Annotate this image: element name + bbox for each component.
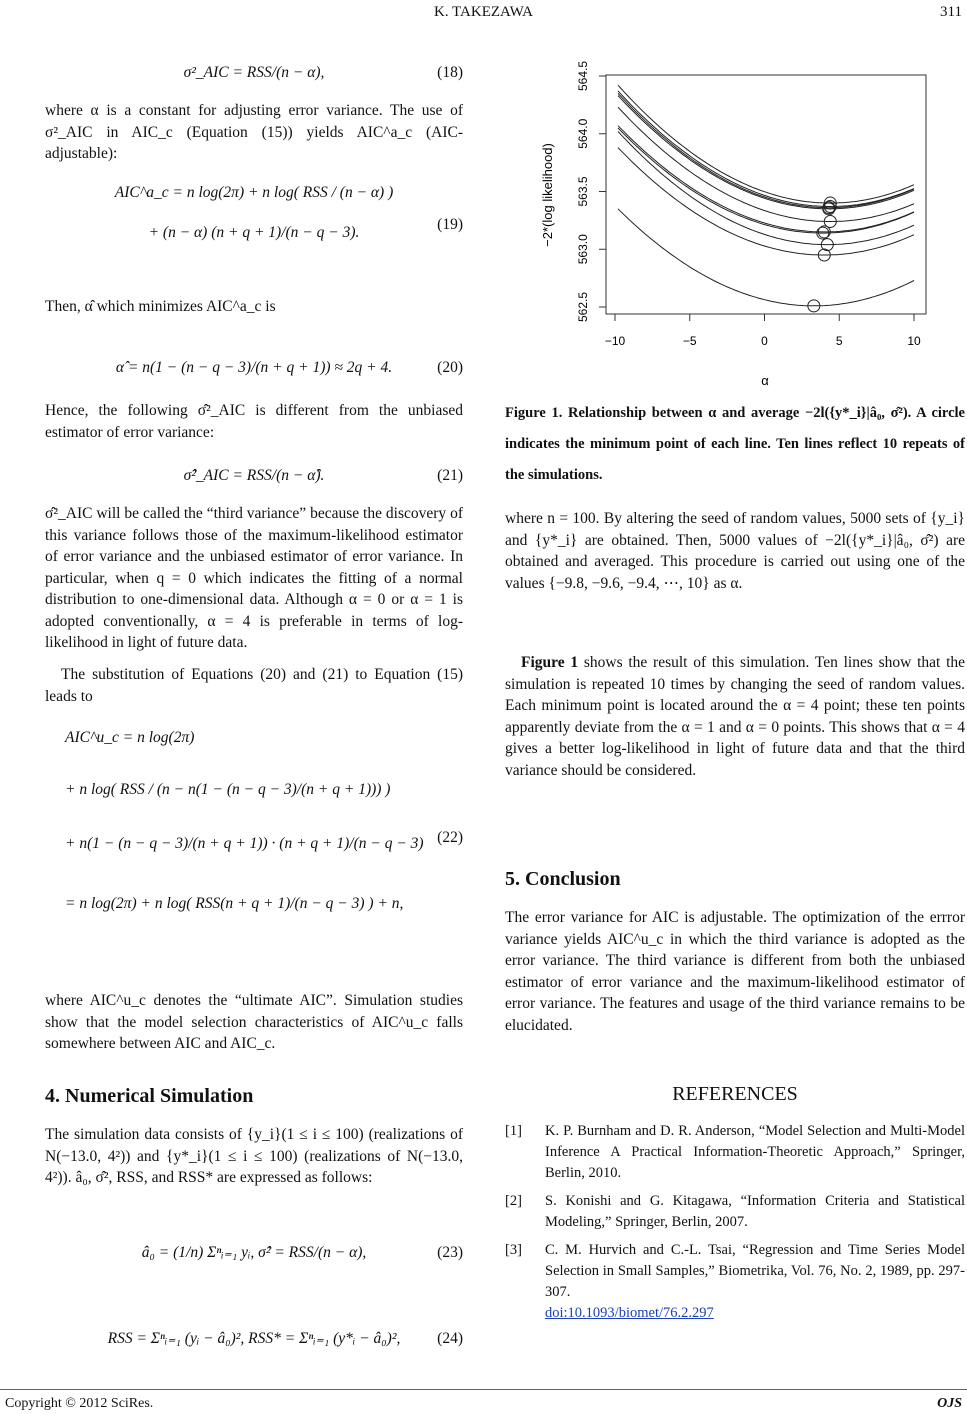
reference-number: [1] [505,1123,522,1139]
equation-line: + n log( RSS / (n − n(1 − (n − q − 3)/(n + q + 1))) ) [65,781,391,798]
equation-18 [45,60,463,86]
equation-body: α̂ = n(1 − (n − q − 3)/(n + q + 1)) ≈ 2q + 4. [115,359,393,376]
reference-text: C. M. Hurvich and C.-L. Tsai, “Regression and Time Series Model Selection in Small Samples,” Biometrika, Vol. 76, No. 2, 1989, pp. 297-307. [545,1242,965,1300]
equation-24 [45,1326,463,1352]
x-tick-label: −5 [682,334,697,348]
x-tick-label: 0 [761,334,768,348]
equation-23 [45,1240,463,1266]
equation-body: â₀ = (1/n) Σⁿᵢ₌₁ yᵢ, σ̂² = RSS/(n − α), [141,1244,367,1261]
equation-line: AIC^a_c = n log(2π) + n log( RSS / (n − α) ) [114,184,394,201]
caption-label: Figure 1. [505,405,563,421]
y-tick-label: 564.5 [576,60,590,92]
x-tick-label: 10 [907,334,921,348]
reference-number: [2] [505,1193,522,1209]
equation-19 [45,180,463,246]
equation-line: + n(1 − (n − q − 3)/(n + q + 1)) · (n + q + 1)/(n − q − 3) [65,835,424,852]
equation-number: (19) [437,216,463,233]
reference-list [505,1121,965,1331]
running-header: K. TAKEZAWA [434,4,533,20]
equation-number: (22) [437,829,463,846]
figure-reference[interactable]: Figure 1 [521,654,579,671]
paragraph-text: shows the result of this simulation. Ten lines show that the simulation is repeated 10 times by changing the seed of random values. Each minimum point is located around the α = 4 point; these ten points apparently deviate from the α = 1 and α = 0 points. This shows that α = 4 gives a better log-likelihood in light of future data and that the third variance should be considered. [505,654,966,779]
page-number: 311 [940,4,962,20]
copyright: Copyright © 2012 SciRes. [5,1396,154,1411]
paragraph: Hence, the following σ̂²_AIC is different from the unbiased estimator of error variance: [45,402,463,441]
equation-number: (18) [437,64,463,81]
y-tick-label: 562.5 [576,291,590,323]
x-tick-label: 5 [835,334,843,348]
equation-line: + (n − α) (n + q + 1)/(n − q − 3). [148,224,360,241]
equation-body: RSS = Σⁿᵢ₌₁ (yᵢ − â₀)², RSS* = Σⁿᵢ₌₁ (y*ᵢ − â₀)², [107,1330,401,1347]
reference-number: [3] [505,1242,522,1258]
series-line-9 [618,148,914,255]
y-axis-label: −2*(log likelihood) [540,143,555,247]
y-tick-label: 563.5 [576,176,590,207]
section-heading: 4. Numerical Simulation [45,1085,254,1107]
x-axis-label: α [761,373,769,388]
figure-caption [505,398,965,491]
equation-number: (24) [437,1330,463,1347]
equation-body: σ²_AIC = RSS/(n − α), [183,64,325,81]
references-heading: REFERENCES [672,1083,798,1105]
equation-number: (23) [437,1244,463,1261]
reference-item [505,1240,965,1324]
reference-text: K. P. Burnham and D. R. Anderson, “Model Selection and Multi-Model Inference A Practical Information-Theoretic Approach,” Springer, Berlin, 2010. [545,1123,965,1181]
paragraph: The substitution of Equations (20) and (21) to Equation (15) leads to [45,666,463,705]
equation-21 [45,463,463,489]
y-tick-label: 563.0 [576,234,590,265]
paragraph: where AIC^u_c denotes the “ultimate AIC”. Simulation studies show that the model selection characteristics of AIC^u_c falls somewhere between AIC and AIC_c. [45,992,463,1052]
equation-line: AIC^u_c = n log(2π) [65,729,195,746]
doi-link[interactable]: doi:10.1093/biomet/76.2.297 [545,1305,714,1321]
equation-22 [45,725,463,917]
y-tick-label: 564.0 [576,118,590,149]
paragraph: where n = 100. By altering the seed of random values, 5000 sets of {y_i} and {y*_i} are obtained. Then, 5000 values of −2l({y*_i}|â₀, σ̂²) are obtained and averaged. This procedure is carried out using one of the values {−9.8, −9.6, −9.4, ⋯, 10} as α. [505,510,965,592]
equation-number: (20) [437,359,463,376]
x-tick-label: −10 [604,334,626,348]
reference-item [505,1191,965,1233]
paragraph: where α is a constant for adjusting error variance. The use of σ²_AIC in AIC_c (Equation (15)) yields AIC^a_c (AIC-adjustable): [45,102,463,162]
plot-frame [606,75,926,314]
footer-divider [0,1389,967,1390]
caption-text: Relationship between α and average −2l({y*_i}|â₀, σ̂²). A circle indicates the minimum point of each line. Ten lines reflect 10 repeats of the simulations. [505,405,965,483]
paragraph: The simulation data consists of {y_i}(1 ≤ i ≤ 100) (realizations of N(−13.0, 4²)) and {y*_i}(1 ≤ i ≤ 100) (realizations of N(−13.0, 4²)). â₀, σ̂², RSS, and RSS* are expressed as follows: [45,1126,463,1186]
paragraph: The error variance for AIC is adjustable. The optimization of the errror variance yields AIC^u_c in which the third variance is adopted as the error variance. The third variance is different from both the unbiased estimator of error variance and the maximum-likelihood estimator of error variance. The features and usage of the third variance remains to be elucidated. [505,909,965,1034]
reference-item [505,1121,965,1184]
paragraph: Then, α̂ which minimizes AIC^a_c is [45,298,276,315]
equation-20 [45,355,463,381]
figure-1-chart [505,40,965,390]
reference-text: S. Konishi and G. Kitagawa, “Information Criteria and Statistical Modeling,” Springer, Berlin, 2007. [545,1193,965,1230]
section-heading: 5. Conclusion [505,868,621,890]
paragraph [505,652,965,781]
series-line-6 [618,126,914,232]
paragraph: σ̂²_AIC will be called the “third variance” because the discovery of this variance follows those of the maximum-likelihood estimator of error variance and the unbiased estimator of error variance. In particular, when q = 0 which indicates the fitting of a normal distribution to one-dimensional data. Although α = 0 or α = 1 is adopted conventionally, α = 4 is preferable in terms of log-likelihood in light of future data. [45,505,463,651]
series-line-1 [618,85,914,203]
equation-number: (21) [437,467,463,484]
equation-line: = n log(2π) + n log( RSS(n + q + 1)/(n − q − 3) ) + n, [65,895,404,912]
equation-body: σ̂²_AIC = RSS/(n − α̂). [183,467,325,484]
journal-abbrev: OJS [937,1396,962,1411]
